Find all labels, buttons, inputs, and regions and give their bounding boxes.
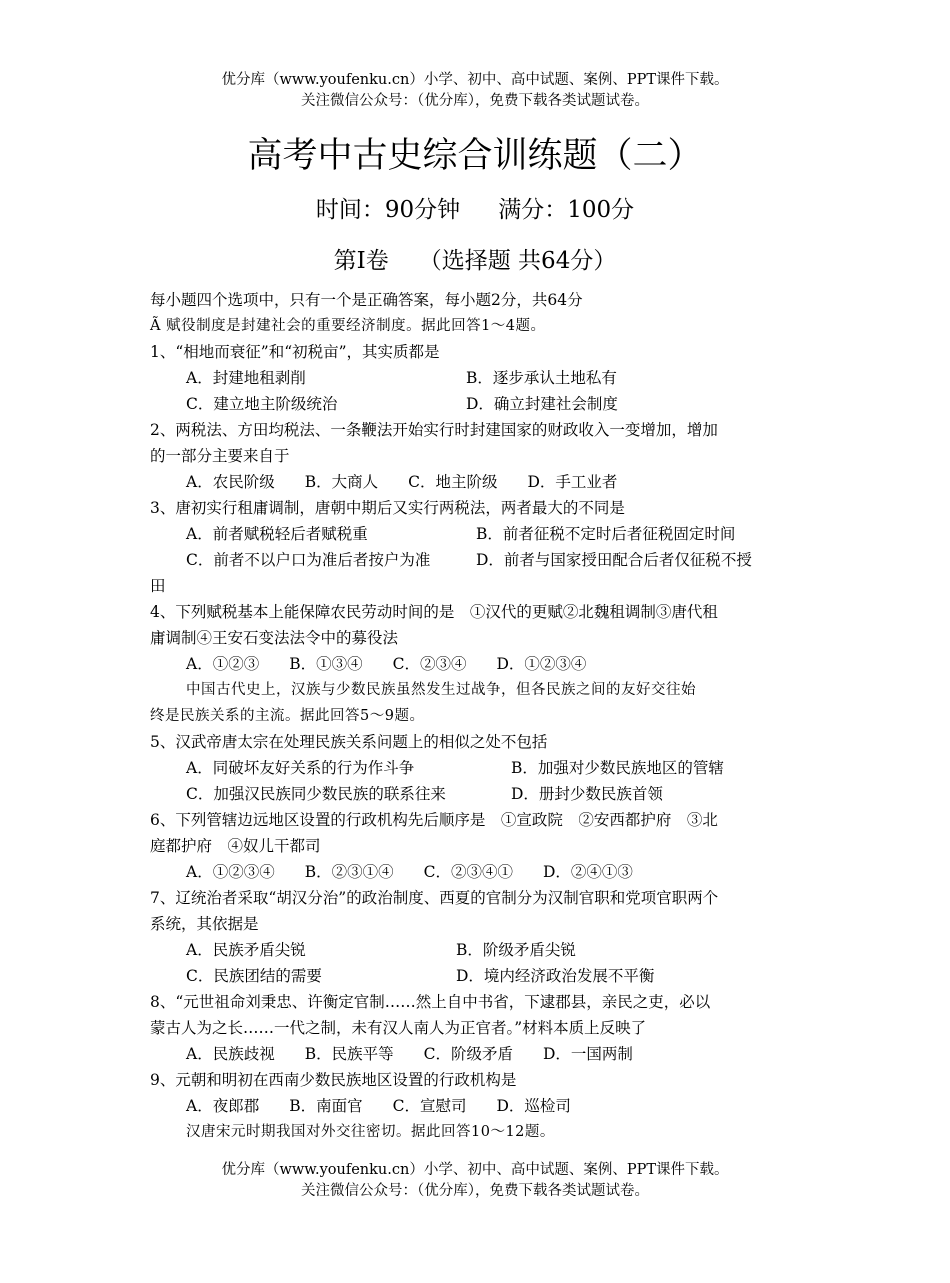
full-score: 满分：100分 <box>498 197 635 223</box>
question-7-option-a: A．民族矛盾尖锐 <box>186 941 306 959</box>
instruction: 每小题四个选项中，只有一个是正确答案，每小题2分，共64分 <box>150 291 583 309</box>
question-4-options <box>150 651 805 677</box>
footer-line-2: 关注微信公众号：（优分库），免费下载各类试题试卷。 <box>301 1183 649 1199</box>
question-1-options-row-2 <box>150 391 805 417</box>
question-1-option-b: B．逐步承认土地私有 <box>466 369 617 387</box>
question-8-stem-2: 蒙古人为之长……一代之制，未有汉人南人为正官者。”材料本质上反映了 <box>150 1019 647 1037</box>
question-7-options-row-2 <box>150 963 805 989</box>
question-6-option-a: A．①②③④ <box>186 863 275 881</box>
question-5-option-d: D．册封少数民族首领 <box>511 785 663 803</box>
question-8-option-b: B．民族平等 <box>304 1045 394 1063</box>
page-footer <box>0 1160 950 1202</box>
intro-2-line-2: 终是民族关系的主流。据此回答5～9题。 <box>150 708 425 724</box>
question-5-stem: 5、汉武帝唐太宗在处理民族关系问题上的相似之处不包括 <box>150 733 548 751</box>
question-1-option-c: C．建立地主阶级统治 <box>186 395 338 413</box>
question-9-option-b: B．南面官 <box>289 1097 363 1115</box>
question-6-option-c: C．②③④① <box>423 863 513 881</box>
question-2-options <box>150 469 805 495</box>
question-3-options-row-2 <box>150 547 805 573</box>
question-8-options <box>150 1041 805 1067</box>
question-2-option-d: D．手工业者 <box>527 473 618 491</box>
question-4-option-c: C．②③④ <box>392 655 467 673</box>
question-3-option-d: D．前者与国家授田配合后者仅征税不授 <box>476 551 752 569</box>
question-6-option-d: D．②④①③ <box>542 863 633 881</box>
question-9-option-a: A．夜郎郡 <box>186 1097 260 1115</box>
section-desc: （选择题 共64分） <box>418 248 617 274</box>
question-5-option-a: A．同破坏友好关系的行为作斗争 <box>186 759 415 777</box>
question-4-stem-2: 庸调制④王安石变法法令中的募役法 <box>150 629 399 647</box>
question-7-stem-1: 7、辽统治者采取“胡汉分治”的政治制度、西夏的官制分为汉制官职和党项官职两个 <box>150 889 719 907</box>
intro-3: 汉唐宋元时期我国对外交往密切。据此回答10～12题。 <box>186 1124 555 1140</box>
question-2-option-c: C．地主阶级 <box>408 473 498 491</box>
question-6-stem-2: 庭都护府 ④奴儿干都司 <box>150 837 321 855</box>
question-5-options-row-1 <box>150 755 805 781</box>
exam-title: 高考中古史综合训练题（二） <box>247 136 703 176</box>
intro-1: Ã 赋役制度是封建社会的重要经济制度。据此回答1～4题。 <box>150 318 546 334</box>
question-7-option-c: C．民族团结的需要 <box>186 967 322 985</box>
question-5-option-b: B．加强对少数民族地区的管辖 <box>511 759 724 777</box>
question-4-stem-1: 4、下列赋税基本上能保障农民劳动时间的是 ①汉代的更赋②北魏租调制③唐代租 <box>150 603 718 621</box>
question-3-option-d-cont: 田 <box>150 577 166 595</box>
section-heading <box>0 244 950 278</box>
question-4-option-b: B．①③④ <box>289 655 363 673</box>
header-line-1: 优分库（www.youfenku.cn）小学、初中、高中试题、案例、PPT课件下载。 <box>221 72 729 88</box>
question-2-option-a: A．农民阶级 <box>186 473 275 491</box>
question-9-option-d: D．巡检司 <box>496 1097 571 1115</box>
intro-2-line-1: 中国古代史上，汉族与少数民族虽然发生过战争，但各民族之间的友好交往始 <box>186 682 696 698</box>
question-1-stem: 1、“相地而衰征”和“初税亩”，其实质都是 <box>150 343 440 361</box>
question-3-option-b: B．前者征税不定时后者征税固定时间 <box>476 525 736 543</box>
question-body <box>150 287 805 1145</box>
time-limit: 时间：90分钟 <box>315 197 461 223</box>
footer-line-1: 优分库（www.youfenku.cn）小学、初中、高中试题、案例、PPT课件下载。 <box>221 1162 729 1178</box>
question-3-option-c: C．前者不以户口为准后者按户为准 <box>186 551 431 569</box>
question-5-options-row-2 <box>150 781 805 807</box>
question-9-options <box>150 1093 805 1119</box>
question-8-option-c: C．阶级矛盾 <box>423 1045 513 1063</box>
question-3-stem: 3、唐初实行租庸调制，唐朝中期后又实行两税法，两者最大的不同是 <box>150 499 625 517</box>
exam-subtitle <box>0 193 950 227</box>
question-7-options-row-1 <box>150 937 805 963</box>
question-2-stem-2: 的一部分主要来自于 <box>150 447 290 465</box>
question-8-option-a: A．民族歧视 <box>186 1045 275 1063</box>
question-3-option-a: A．前者赋税轻后者赋税重 <box>186 525 368 543</box>
question-8-option-d: D．一国两制 <box>542 1045 633 1063</box>
question-1-options-row-1 <box>150 365 805 391</box>
question-1-option-d: D．确立封建社会制度 <box>466 395 618 413</box>
question-4-option-a: A．①②③ <box>186 655 260 673</box>
section-name: 第Ⅰ卷 <box>333 248 389 274</box>
question-7-stem-2: 系统，其依据是 <box>150 915 259 933</box>
question-9-option-c: C．宣慰司 <box>392 1097 467 1115</box>
question-2-option-b: B．大商人 <box>304 473 379 491</box>
question-7-option-d: D．境内经济政治发展不平衡 <box>456 967 655 985</box>
question-6-stem-1: 6、下列管辖边远地区设置的行政机构先后顺序是 ①宣政院 ②安西都护府 ③北 <box>150 811 718 829</box>
header-line-2: 关注微信公众号：（优分库），免费下载各类试题试卷。 <box>301 93 649 109</box>
question-6-options <box>150 859 805 885</box>
question-3-options-row-1 <box>150 521 805 547</box>
question-9-stem: 9、元朝和明初在西南少数民族地区设置的行政机构是 <box>150 1071 517 1089</box>
question-1-option-a: A．封建地租剥削 <box>186 369 306 387</box>
question-8-stem-1: 8、“元世祖命刘秉忠、许衡定官制……然上自中书省，下逮郡县，亲民之吏，必以 <box>150 993 711 1011</box>
question-7-option-b: B．阶级矛盾尖锐 <box>456 941 576 959</box>
page-header <box>0 70 950 112</box>
question-5-option-c: C．加强汉民族同少数民族的联系往来 <box>186 785 446 803</box>
question-4-option-d: D．①②③④ <box>496 655 587 673</box>
question-2-stem-1: 2、两税法、方田均税法、一条鞭法开始实行时封建国家的财政收入一变增加，增加 <box>150 421 718 439</box>
question-6-option-b: B．②③①④ <box>304 863 394 881</box>
